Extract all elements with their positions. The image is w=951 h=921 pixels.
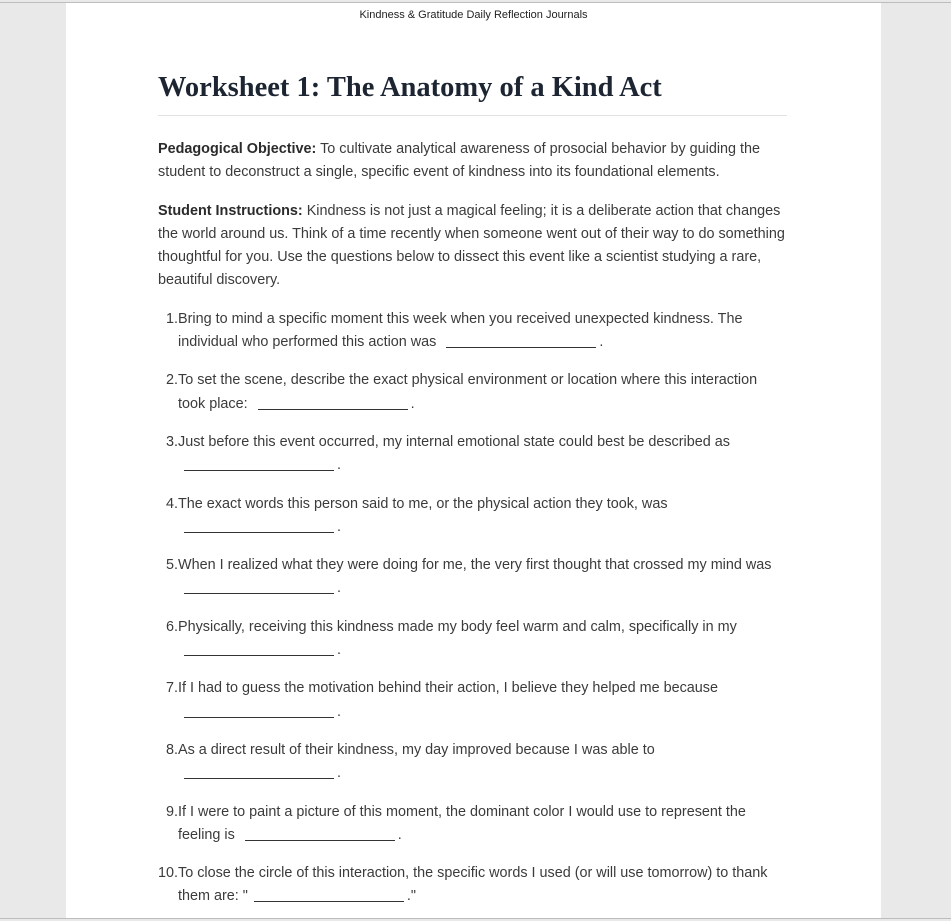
worksheet-title: Worksheet 1: The Anatomy of a Kind Act (158, 69, 787, 116)
question-end: . (397, 826, 402, 843)
question-text: Physically, receiving this kindness made my body feel warm and calm, specifically in my (178, 618, 737, 635)
question-end: . (337, 518, 341, 535)
question-number: 4. (165, 495, 178, 512)
question-text: Just before this event occurred, my internal emotional state could best be described as (178, 433, 730, 450)
question-end: . (337, 642, 341, 659)
question-text: The exact words this person said to me, or the physical action they took, was (178, 495, 668, 512)
question-number: 6. (165, 618, 178, 635)
question-text: To close the circle of this interaction, the specific words I used (or will use tomorrow) to thank them are: " (178, 865, 768, 905)
question-text: If I were to paint a picture of this moment, the dominant color I would use to represent the feeling is (178, 803, 746, 843)
question-item (158, 616, 787, 663)
question-item (158, 431, 787, 478)
question-item (158, 369, 787, 416)
answer-blank[interactable] (184, 579, 334, 594)
answer-blank[interactable] (184, 703, 334, 718)
question-item (158, 739, 787, 786)
answer-blank[interactable] (258, 395, 408, 410)
answer-blank[interactable] (184, 518, 334, 533)
answer-blank[interactable] (184, 456, 334, 471)
question-item (158, 801, 787, 848)
answer-blank[interactable] (184, 764, 334, 779)
question-list (158, 308, 787, 909)
question-text: Bring to mind a specific moment this week when you received unexpected kindness. The individual who performed this action was (178, 310, 743, 351)
objective-label: Pedagogical Objective: (158, 141, 317, 157)
answer-blank[interactable] (184, 641, 334, 656)
question-number: 9. (165, 803, 178, 820)
document-page (66, 3, 881, 918)
answer-blank[interactable] (245, 826, 395, 841)
question-number: 2. (165, 372, 178, 389)
answer-blank[interactable] (254, 887, 404, 902)
question-item (158, 862, 787, 909)
question-end: . (337, 765, 341, 782)
question-item (158, 554, 787, 601)
instructions-paragraph (158, 200, 787, 293)
question-item (158, 677, 787, 724)
question-text: If I had to guess the motivation behind their action, I believe they helped me because (178, 680, 718, 697)
question-number: 8. (165, 741, 178, 758)
instructions-label: Student Instructions: (158, 202, 303, 219)
question-end: ." (406, 888, 417, 905)
question-text: As a direct result of their kindness, my day improved because I was able to (178, 741, 655, 758)
question-end: . (599, 334, 604, 351)
question-end: . (410, 395, 415, 412)
worksheet-content (158, 69, 787, 918)
question-number: 7. (165, 680, 178, 697)
question-text: When I realized what they were doing for me, the very first thought that crossed my mind was (178, 557, 772, 574)
question-end: . (337, 703, 341, 720)
objective-paragraph (158, 138, 787, 185)
question-item (158, 493, 787, 540)
question-number: 1. (165, 310, 178, 327)
answer-blank[interactable] (446, 333, 596, 348)
instructions-text: Kindness is not just a magical feeling; it is a deliberate action that changes the world around us. Think of a time recently when someone went out of their way to do something thoughtful for you. Use the questions below to dissect this event like a scientist studying a rare, beautiful discovery. (158, 202, 785, 289)
objective-text: To cultivate analytical awareness of prosocial behavior by guiding the student to deconstruct a single, specific event of kindness into its foundational elements. (158, 141, 761, 181)
question-number: 5. (165, 557, 178, 574)
question-number: 10. (157, 865, 178, 882)
question-end: . (337, 457, 341, 474)
question-text: To set the scene, describe the exact physical environment or location where this interaction took place: (178, 372, 758, 412)
question-number: 3. (165, 433, 178, 450)
running-header: Kindness & Gratitude Daily Reflection Journals (359, 9, 588, 21)
question-item (158, 308, 787, 355)
question-end: . (337, 580, 341, 597)
window-bottom-border (0, 918, 951, 919)
